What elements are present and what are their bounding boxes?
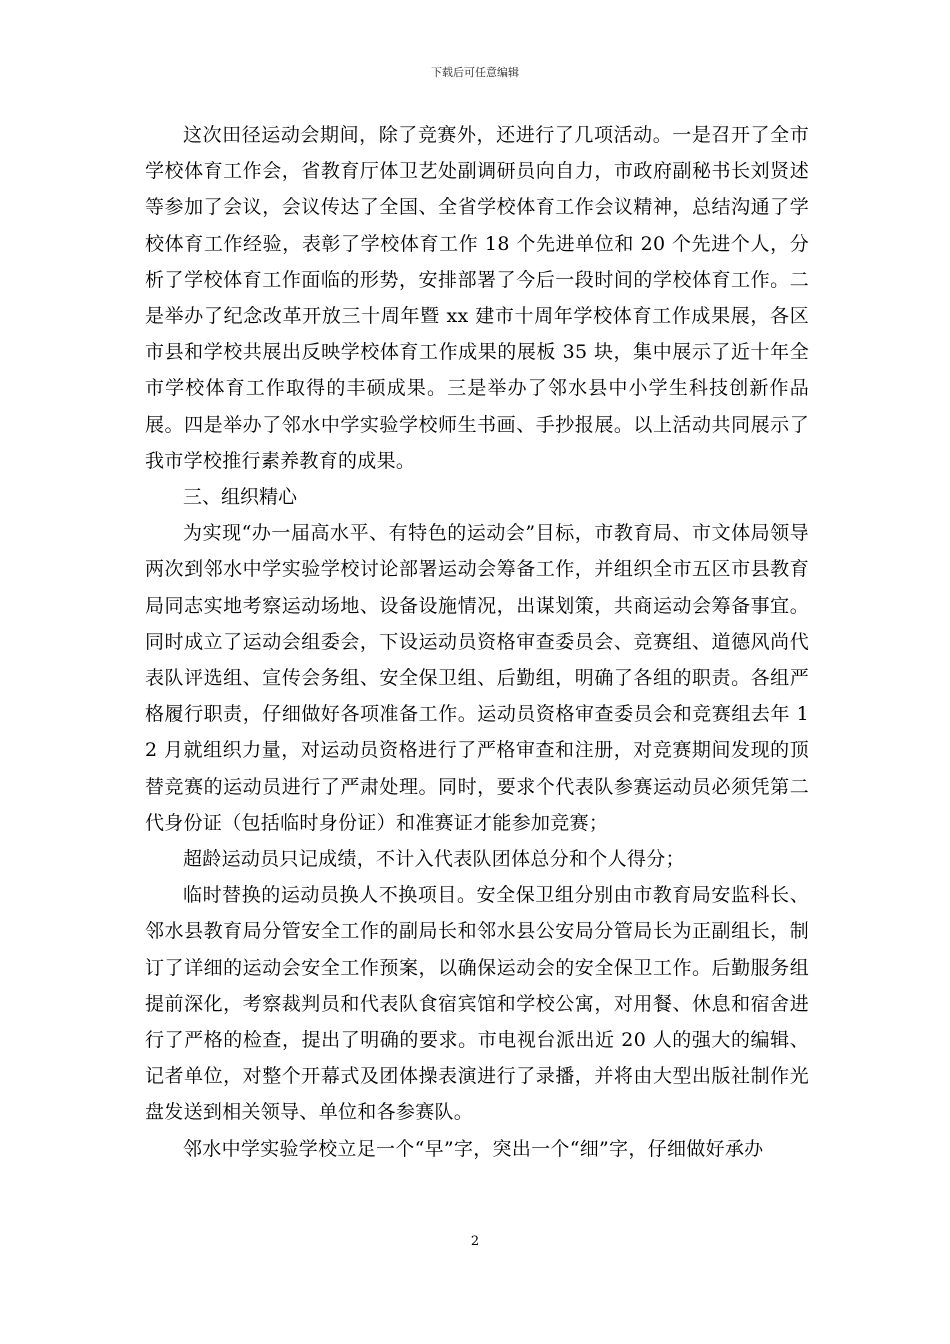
body-text (145, 117, 809, 1167)
section-heading-organization: 三、组织精心 (183, 486, 298, 509)
paragraph-security-logistics: 临时替换的运动员换人不换项目。安全保卫组分别由市教育局安监科长、邻水县教育局分管安全工作的副局长和邻水县公安局分管局长为正副组长，制订了详细的运动会安全工作预案，以确保运动会的安全保卫工作。后勤服务组提前深化，考察裁判员和代表队食宿宾馆和学校公寓，对用餐、休息和宿舍进行了严格的检查，提出了明确的要求。市电视台派出近 20 人的强大的编辑、记者单位，对整个开幕式及团体操表演进行了录播，并将由大型出版社制作光盘发送到相关领导、单位和各参赛队。 (145, 884, 809, 1124)
paragraph-activities: 这次田径运动会期间，除了竞赛外，还进行了几项活动。一是召开了全市学校体育工作会，省教育厅体卫艺处副调研员向自力，市政府副秘书长刘贤述等参加了会议，会议传达了全国、全省学校体育工作会议精神，总结沟通了学校体育工作经验，表彰了学校体育工作 18 个先进单位和 20 个先进个人，分析了学校体育工作面临的形势，安排部署了今后一段时间的学校体育工作。二是举办了纪念改革开放三十周年暨 xx 建市十周年学校体育工作成果展，各区市县和学校共展出反映学校体育工作成果的展板 35 块，集中展示了近十年全市学校体育工作取得的丰硕成果。三是举办了邻水县中小学生科技创新作品展。四是举办了邻水中学实验学校师生书画、手抄报展。以上活动共同展示了我市学校推行素养教育的成果。 (145, 124, 809, 472)
paragraph-organization: 为实现“办一届高水平、有特色的运动会”目标，市教育局、市文体局领导两次到邻水中学实验学校讨论部署运动会筹备工作，并组织全市五区市县教育局同志实地考察运动场地、设备设施情况，出谋划策，共商运动会筹备事宜。同时成立了运动会组委会，下设运动员资格审查委员会、竞赛组、道德风尚代表队评选组、宣传会务组、安全保卫组、后勤组，明确了各组的职责。各组严格履行职责，仔细做好各项准备工作。运动员资格审查委员会和竞赛组去年 12 月就组织力量，对运动员资格进行了严格审查和注册，对竞赛期间发现的顶替竞赛的运动员进行了严肃处理。同时，要求个代表队参赛运动员必须凭第二代身份证（包括临时身份证）和准赛证才能参加竞赛； (145, 522, 809, 834)
paragraph-host-school: 邻水中学实验学校立足一个“早”字，突出一个“细”字，仔细做好承办 (183, 1137, 764, 1160)
paragraph-overage-rule: 超龄运动员只记成绩，不计入代表队团体总分和个人得分； (183, 848, 685, 871)
page-number: 2 (470, 1234, 480, 1249)
header-note: 下载后可任意编辑 (431, 66, 519, 79)
